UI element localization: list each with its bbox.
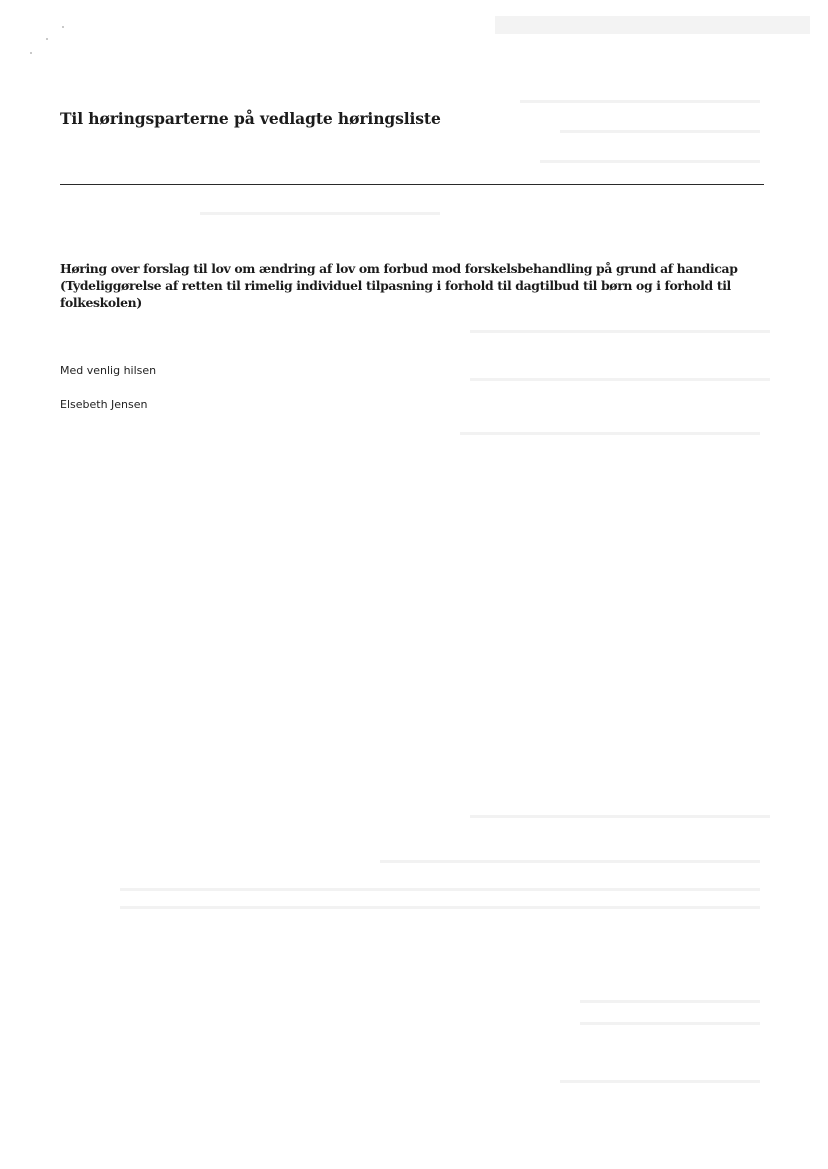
scan-bleed-line	[520, 100, 760, 103]
scan-speck	[30, 52, 32, 54]
scan-bleed-line	[580, 1022, 760, 1025]
closing-phrase: Med venlig hilsen	[60, 364, 157, 377]
scan-bleed-line	[560, 130, 760, 133]
scan-bleed-line	[560, 1080, 760, 1083]
signature-name: Elsebeth Jensen	[60, 398, 148, 411]
scan-bleed-line	[380, 860, 760, 863]
scan-speck	[62, 26, 64, 28]
scan-bleed-line	[120, 906, 760, 909]
letter-subject	[60, 260, 770, 311]
scan-bleed-line	[470, 378, 770, 381]
title-divider	[60, 184, 764, 185]
scan-bleed-line	[470, 330, 770, 333]
scan-bleed-band	[495, 16, 810, 34]
scan-bleed-line	[200, 212, 440, 215]
scan-bleed-line	[460, 432, 760, 435]
subject-line: folkeskolen)	[60, 295, 142, 310]
subject-line: (Tydeliggørelse af retten til rimelig individuel tilpasning i forhold til dagtilbud til børn og i forhold til	[60, 278, 731, 293]
scan-bleed-line	[580, 1000, 760, 1003]
scan-speck	[46, 38, 48, 40]
scan-bleed-line	[540, 160, 760, 163]
scan-bleed-line	[470, 815, 770, 818]
letter-title: Til høringsparterne på vedlagte høringsliste	[60, 109, 441, 128]
scan-bleed-line	[120, 888, 760, 891]
subject-line: Høring over forslag til lov om ændring af lov om forbud mod forskelsbehandling på grund af handicap	[60, 261, 738, 276]
